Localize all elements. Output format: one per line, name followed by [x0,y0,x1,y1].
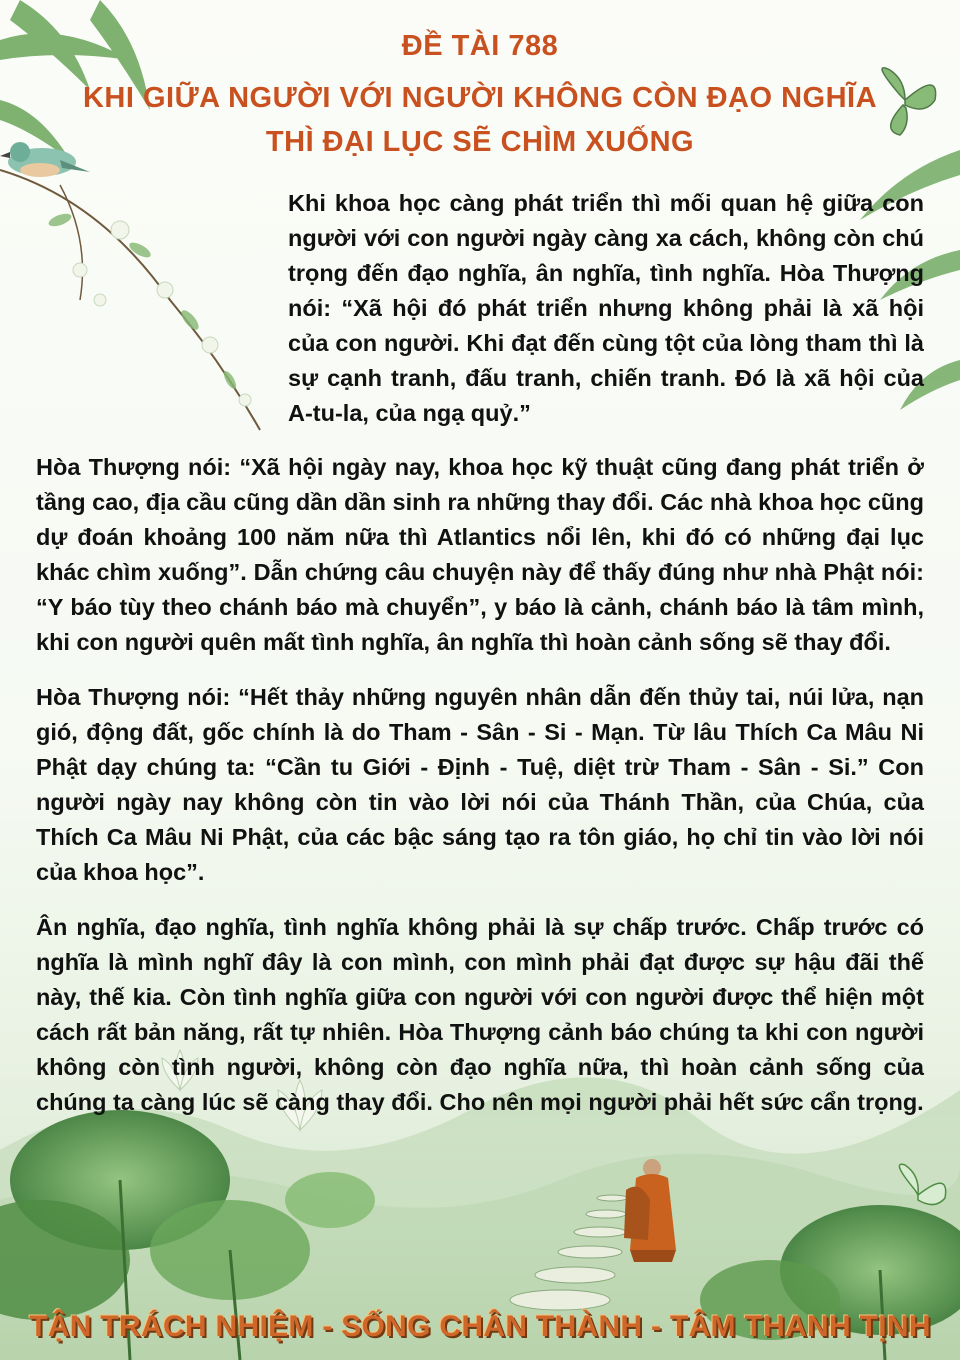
paragraph-4: Ân nghĩa, đạo nghĩa, tình nghĩa không phải là sự chấp trước. Chấp trước có nghĩa là mình nghĩ đây là con mình, con mình phải đạt được sự hậu đãi thế này, thế kia. Còn tình nghĩa giữa con người với con người được thể hiện một cách rất bản năng, rất tự nhiên. Hòa Thượng cảnh báo chúng ta khi con người không còn tình người, không còn đạo nghĩa nữa, thì hoàn cảnh sống của chúng ta càng lúc sẽ càng thay đổi. Cho nên mọi người phải hết sức cẩn trọng. [36,914,924,1115]
blossom-branch [0,170,260,430]
paragraph-3: Hòa Thượng nói: “Hết thảy những nguyên nhân dẫn đến thủy tai, núi lửa, nạn gió, động đất, gốc chính là do Tham - Sân - Si - Mạn. Từ lâu Thích Ca Mâu Ni Phật dạy chúng ta: “Cần tu Giới - Định - Tuệ, diệt trừ Tham - Sân - Si.” Con người ngày nay không còn tin vào lời nói của Thánh Thần, của Chúa, của Thích Ca Mâu Ni Phật, của các bậc sáng tạo ra tôn giáo, họ chỉ tin vào lời nói của khoa học”. [36,684,924,885]
footer-motto: TẬN TRÁCH NHIỆM - SỐNG CHÂN THÀNH - TÂM THANH TỊNH [29,1310,931,1343]
page-title-line-1: KHI GIỮA NGƯỜI VỚI NGƯỜI KHÔNG CÒN ĐẠO NGHĨA [82,82,878,114]
paragraph-1: Khi khoa học càng phát triển thì mối quan hệ giữa con người với con người ngày càng xa cách, không còn chú trọng đến đạo nghĩa, ân nghĩa, tình nghĩa. Hòa Thượng nói: “Xã hội đó phát triển nhưng không phải là xã hội của con người. Khi đạt đến cùng tột của lòng tham thì là sự cạnh tranh, đấu tranh, chiến tranh. Đó là xã hội của A-tu-la, của ngạ quỷ.” [288,190,924,426]
topic-number: ĐỀ TÀI 788 [401,30,559,62]
paragraph-2: Hòa Thượng nói: “Xã hội ngày nay, khoa học kỹ thuật cũng đang phát triển ở tầng cao, địa cầu cũng dần dần sinh ra những thay đổi. Các nhà khoa học cũng dự đoán khoảng 100 năm nữa thì Atlantics nổi lên, khi đó có những đại lục khác chìm xuống”. Dẫn chứng câu chuyện này để thấy đúng như nhà Phật nói: “Y báo tùy theo chánh báo mà chuyển”, y báo là cảnh, chánh báo là tâm mình, khi con người quên mất tình nghĩa, ân nghĩa thì hoàn cảnh sống sẽ thay đổi. [36,454,924,655]
page-title-line-2: THÌ ĐẠI LỤC SẼ CHÌM XUỐNG [265,126,695,158]
